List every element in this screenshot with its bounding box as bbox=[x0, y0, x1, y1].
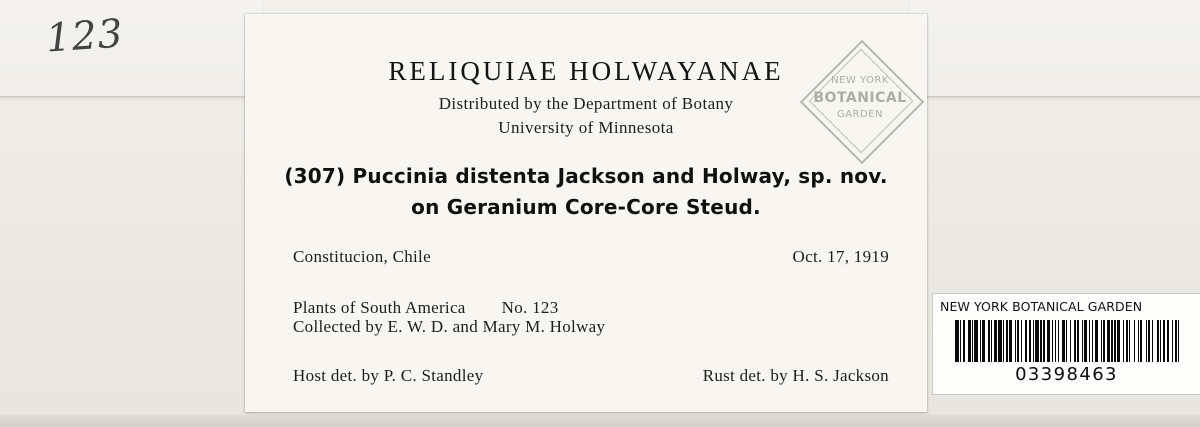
rust-determination: Rust det. by H. S. Jackson bbox=[702, 366, 889, 385]
barcode-number: 03398463 bbox=[1015, 364, 1118, 385]
packet-flap-right bbox=[910, 0, 1200, 97]
collection-date: Oct. 17, 1919 bbox=[792, 247, 889, 266]
handwritten-collection-number: 123 bbox=[44, 11, 125, 62]
label-subtitle-university: University of Minnesota bbox=[498, 118, 674, 137]
packet-bottom-edge bbox=[0, 415, 1200, 427]
packet-flap-left bbox=[0, 0, 262, 97]
nybg-diamond-stamp-icon bbox=[801, 41, 919, 159]
collector-line: Collected by E. W. D. and Mary M. Holway bbox=[293, 317, 606, 336]
label-title: RELIQUIAE HOLWAYANAE bbox=[388, 56, 784, 86]
host-determination: Host det. by P. C. Standley bbox=[293, 366, 484, 385]
barcode-institution-name: NEW YORK BOTANICAL GARDEN bbox=[940, 299, 1143, 314]
printed-specimen-label bbox=[245, 14, 927, 412]
series-line bbox=[293, 298, 559, 318]
barcode-label bbox=[933, 294, 1200, 394]
collection-locality: Constitucion, Chile bbox=[293, 247, 431, 266]
taxon-host-line: on Geranium Core-Core Steud. bbox=[411, 195, 761, 219]
series-number: No. 123 bbox=[501, 298, 559, 317]
stamp-line-3: GARDEN bbox=[836, 109, 884, 120]
stamp-line-2: BOTANICAL bbox=[813, 90, 907, 106]
stamp-line-1: NEW YORK bbox=[831, 75, 889, 86]
series-title: Plants of South America bbox=[293, 298, 466, 317]
taxon-name-line: (307) Puccinia distenta Jackson and Holway, sp. nov. bbox=[284, 164, 888, 188]
barcode-bars-icon bbox=[955, 320, 1183, 362]
label-subtitle-department: Distributed by the Department of Botany bbox=[438, 94, 734, 113]
